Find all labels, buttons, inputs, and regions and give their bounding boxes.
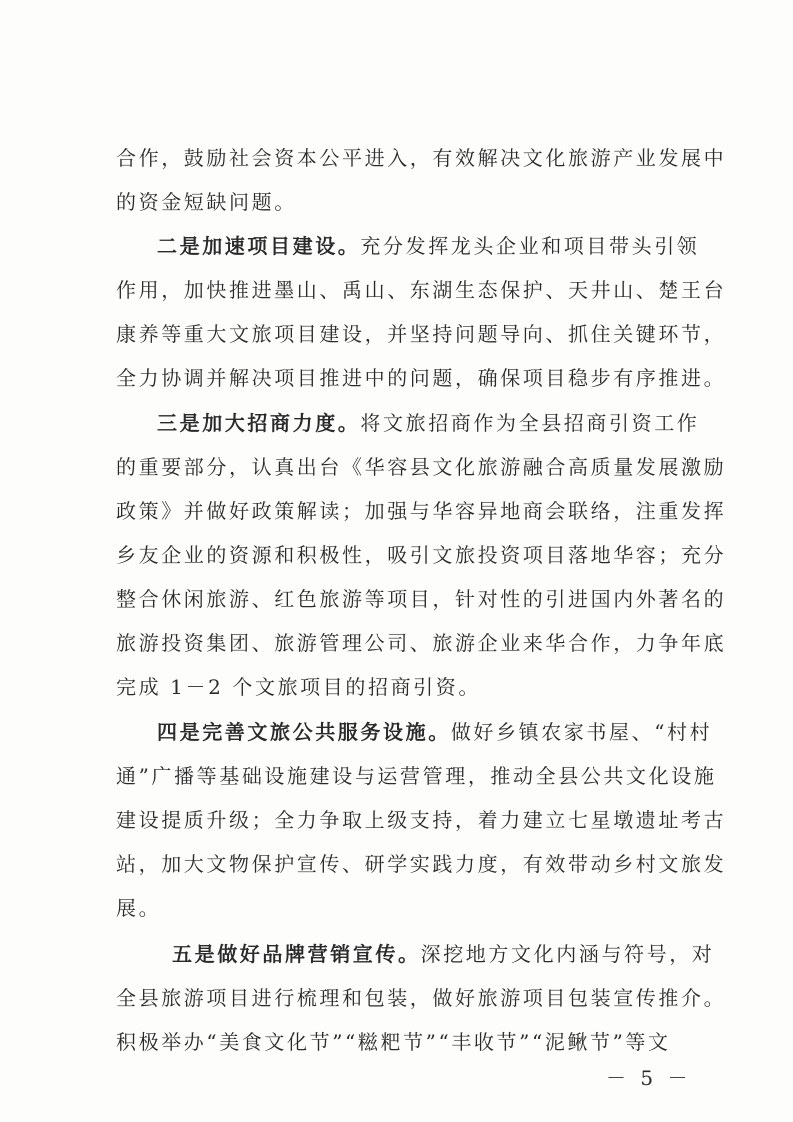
text-line: 展。 — [116, 896, 162, 920]
text-line: 将文旅招商作为全县招商引资工作 — [360, 411, 700, 435]
text-line: 作用，加快推进墨山、禹山、东湖生态保护、天井山、楚王台 — [116, 278, 727, 302]
text-line: 整合休闲旅游、红色旅游等项目，针对性的引进国内外著名的 — [116, 587, 727, 611]
text-line: 旅游投资集团、旅游管理公司、旅游企业来华合作，力争年底 — [116, 631, 727, 655]
text-line: 做好乡镇农家书屋、“村村 — [450, 720, 713, 744]
paragraph-lead: 四是完善文旅公共服务设施。 — [157, 720, 451, 744]
text-line: 全力协调并解决项目推进中的问题，确保项目稳步有序推进。 — [116, 366, 727, 390]
text-line: 的资金短缺问题。 — [116, 190, 297, 214]
text-line: 完成 1－2 个文旅项目的招商引资。 — [116, 675, 481, 699]
paragraph-lead: 二是加速项目建设。 — [157, 234, 361, 258]
text-line: 全县旅游项目进行梳理和包装，做好旅游项目包装宣传推介。 — [116, 986, 727, 1010]
text-line: 深挖地方文化内涵与符号，对 — [420, 942, 715, 966]
page-number: － 5 － — [606, 1066, 692, 1090]
paragraph-first-line — [157, 234, 699, 258]
text-line: 充分发挥龙头企业和项目带头引领 — [360, 234, 700, 258]
text-line: 康养等重大文旅项目建设，并坚持问题导向、抓住关键环节， — [116, 322, 727, 346]
text-line: 的重要部分，认真出台《华容县文化旅游融合高质量发展激励 — [116, 455, 727, 479]
text-line: 政策》并做好政策解读；加强与华容异地商会联络，注重发挥 — [116, 499, 727, 523]
paragraph-first-line — [157, 411, 699, 435]
text-line: 站，加大文物保护宣传、研学实践力度，有效带动乡村文旅发 — [116, 852, 727, 876]
text-line: 积极举办“美食文化节”“糍粑节”“丰收节”“泥鳅节”等文 — [116, 1030, 671, 1054]
text-line: 乡友企业的资源和积极性，吸引文旅投资项目落地华容；充分 — [116, 543, 727, 567]
paragraph-lead: 五是做好品牌营销宣传。 — [172, 942, 421, 966]
text-line: 建设提质升级；全力争取上级支持，着力建立七星墩遗址考古 — [116, 808, 727, 832]
text-line: 通”广播等基础设施建设与运营管理，推动全县公共文化设施 — [116, 764, 717, 788]
text-line: 合作，鼓励社会资本公平进入，有效解决文化旅游产业发展中 — [116, 146, 727, 170]
paragraph-first-line — [157, 720, 712, 744]
paragraph-first-line — [172, 942, 714, 966]
paragraph-lead: 三是加大招商力度。 — [157, 411, 361, 435]
